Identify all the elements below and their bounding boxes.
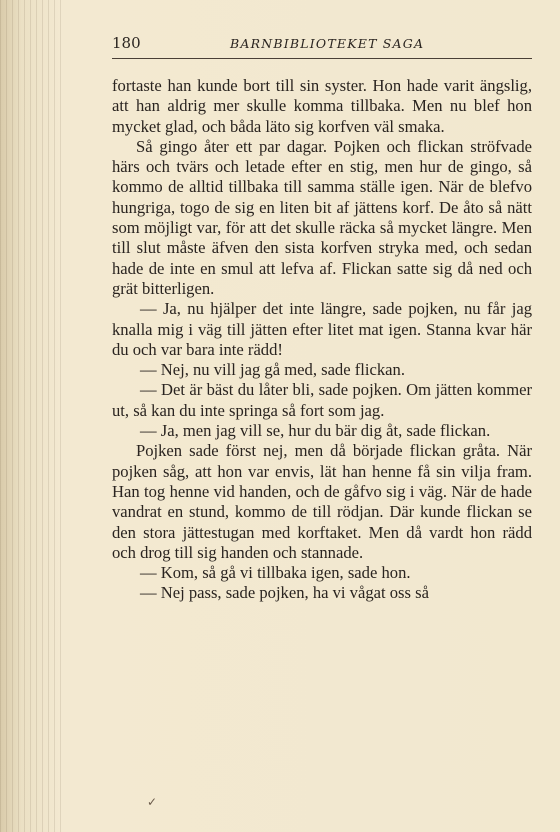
paragraph: fortaste han kunde bort till sin syster. Hon hade varit ängslig, att han aldrig mer skulle komma tillbaka. Men nu blef hon mycket glad, och båda läto sig korfven väl smaka. (112, 76, 532, 136)
dialog-line: — Nej pass, sade pojken, ha vi vågat oss så (140, 583, 429, 603)
page-number: 180 (112, 34, 141, 52)
dialog-line: — Kom, så gå vi tillbaka igen, sade hon. (140, 563, 411, 583)
paragraph: Så gingo åter ett par dagar. Pojken och flickan ströfvade härs och tvärs och letade efter en stig, men hur de gingo, så kommo de alltid tillbaka till samma ställe igen. När de blefvo hungriga, togo de sig en liten bit af jättens korf. De åto så nätt som möjligt var, för att det skulle räcka så mycket längre. Men till slut måste äfven den sista korfven stryka med, och sedan hade de inte en smul att lefva af. Flickan satte sig då ned och grät bitterligen. (112, 136, 532, 298)
dialog-line: — Ja, men jag vill se, hur du bär dig åt, sade flickan. (140, 421, 491, 441)
dialog-line: — Det är bäst du låter bli, sade pojken. Om jätten kommer ut, så kan du inte springa så fort som jag. (112, 380, 532, 420)
running-title: BARNBIBLIOTEKET SAGA (230, 36, 425, 51)
paragraph: Pojken sade först nej, men då började flickan gråta. När pojken såg, att hon var envis, lät han henne få sin vilja fram. Han tog henne vid handen, och de gåfvo sig i väg. När de hade vandrat en stund, kommo de till rödjan. Där kunde flickan se den stora jättestugan med korftaket. Men då vardt hon rädd och drog till sig handen och stannade. (112, 441, 532, 562)
header-rule (112, 58, 532, 59)
dialog-line: — Ja, nu hjälper det inte längre, sade pojken, nu får jag knalla mig i väg till jätten efter litet mat igen. Stanna kvar här du och var bara inte rädd! (112, 299, 532, 359)
page-header (112, 34, 532, 56)
body-text (112, 76, 532, 604)
dialog-line: — Nej, nu vill jag gå med, sade flickan. (140, 360, 405, 380)
pencil-mark-icon: ✓ (147, 795, 158, 809)
page-edge-lines (0, 0, 62, 832)
